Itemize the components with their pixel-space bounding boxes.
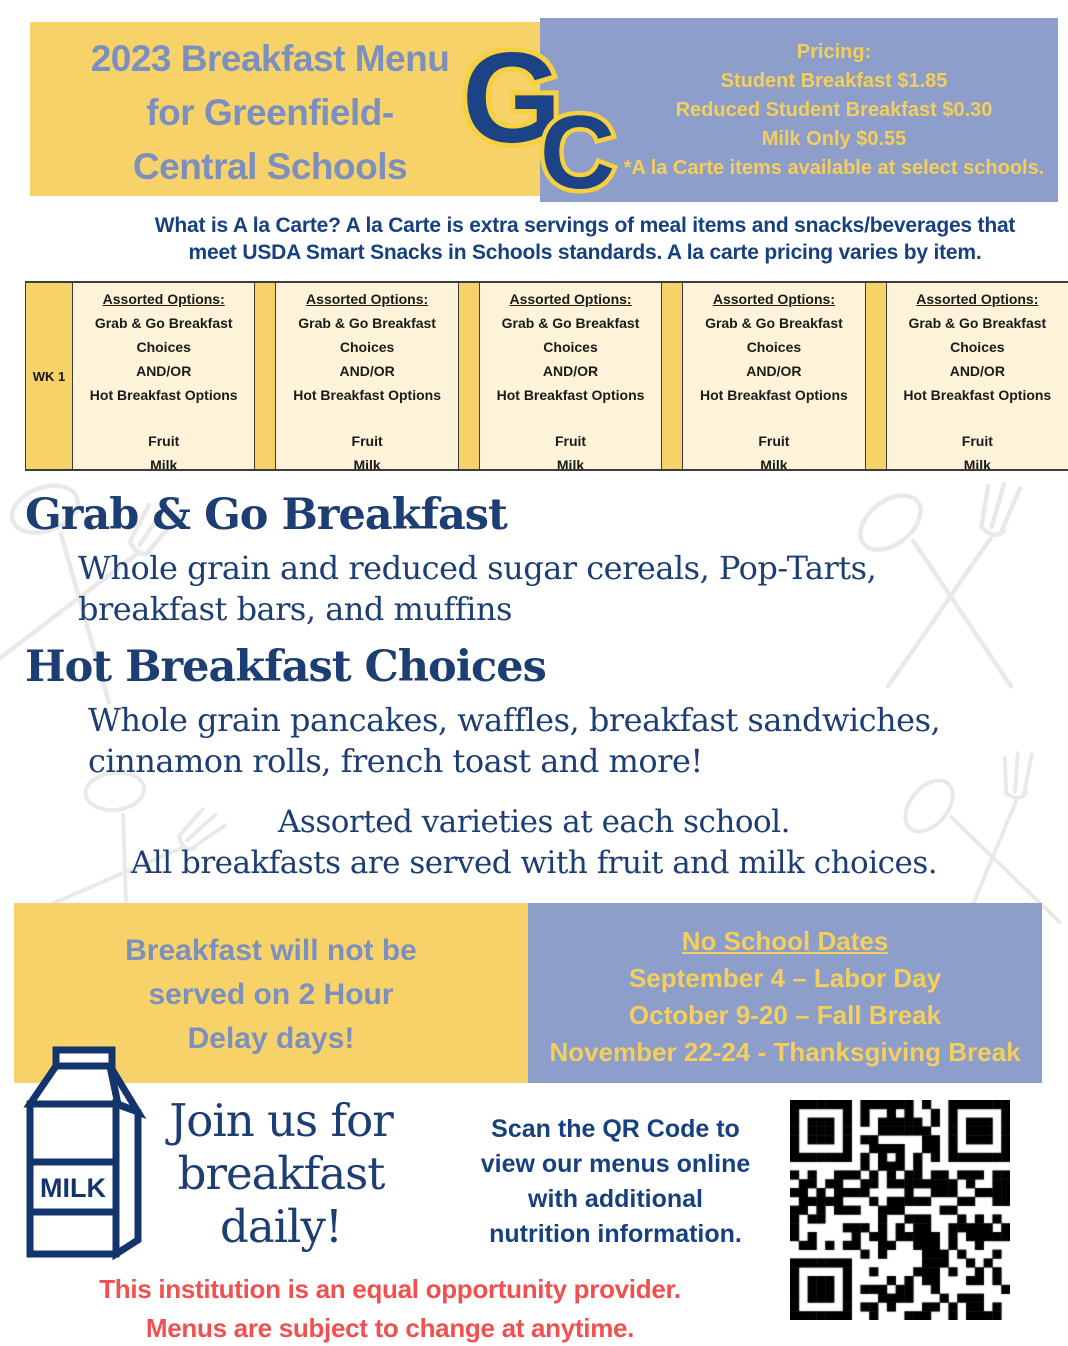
page-title bbox=[30, 32, 510, 194]
menu-cell-line: Choices bbox=[136, 339, 191, 355]
menu-cell-line: Grab & Go Breakfast bbox=[298, 315, 436, 331]
menu-cell-line: Choices bbox=[746, 339, 802, 355]
menu-day-cell bbox=[886, 283, 1068, 469]
menu-cell-line: Hot Breakfast Options bbox=[496, 387, 645, 403]
menu-cell-line: Fruit bbox=[351, 433, 383, 449]
menu-cell-heading: Assorted Options: bbox=[916, 291, 1039, 307]
menu-cell-line: Choices bbox=[543, 339, 598, 355]
menu-cell-heading: Assorted Options: bbox=[306, 291, 429, 307]
join-us-line: daily! bbox=[220, 1200, 342, 1253]
footer-disclaimer bbox=[30, 1270, 750, 1346]
menu-cell-line: Choices bbox=[950, 339, 1005, 355]
no-school-dates-panel bbox=[528, 903, 1042, 1083]
pricing-line: *A la Carte items available at select schools. bbox=[623, 156, 1045, 179]
delay-notice-line: Breakfast will not be bbox=[125, 934, 417, 967]
menu-cell-line: Milk bbox=[963, 457, 991, 469]
menu-cell-line: Grab & Go Breakfast bbox=[94, 315, 233, 331]
footer-disclaimer-line: This institution is an equal opportunity provider. bbox=[99, 1274, 681, 1304]
qr-instruction-line: with additional bbox=[528, 1185, 703, 1213]
menu-cell-line: Milk bbox=[556, 457, 585, 469]
menu-cell-line: Fruit bbox=[148, 433, 180, 449]
pricing-line: Reduced Student Breakfast $0.30 bbox=[675, 98, 993, 121]
assorted-note-line: Assorted varieties at each school. bbox=[278, 804, 790, 840]
section-body-hot: Whole grain pancakes, waffles, breakfast sandwiches, cinnamon rolls, french toast and more! bbox=[88, 701, 941, 780]
menu-cell-line: Milk bbox=[353, 457, 381, 469]
join-us-line: Join us for bbox=[169, 1094, 393, 1147]
join-us-line: breakfast bbox=[177, 1147, 385, 1200]
menu-cell-line: Hot Breakfast Options bbox=[89, 387, 238, 403]
qr-instruction-line: view our menus online bbox=[480, 1150, 751, 1178]
menu-cell-line: Grab & Go Breakfast bbox=[705, 315, 843, 331]
pricing-line: Student Breakfast $1.85 bbox=[720, 69, 948, 92]
section-title-grab-go: Grab & Go Breakfast bbox=[25, 490, 507, 540]
logo-letter-c: C bbox=[540, 95, 616, 198]
alacarte-note-line: meet USDA Smart Snacks in Schools standards. A la carte pricing varies by item. bbox=[188, 241, 982, 264]
pricing-line: Milk Only $0.55 bbox=[761, 127, 907, 150]
section-title-hot: Hot Breakfast Choices bbox=[25, 642, 546, 692]
alacarte-note bbox=[100, 212, 1068, 266]
qr-instruction-line: nutrition information. bbox=[489, 1220, 742, 1248]
alacarte-note-line: What is A la Carte? A la Carte is extra servings of meal items and snacks/beverages that bbox=[154, 214, 1016, 237]
section-body-grab-go: Whole grain and reduced sugar cereals, Pop-Tarts, breakfast bars, and muffins bbox=[78, 549, 877, 628]
menu-cell-heading: Assorted Options: bbox=[509, 291, 632, 307]
pricing-text bbox=[620, 18, 1048, 202]
menu-cell-line: Hot Breakfast Options bbox=[903, 387, 1052, 403]
qr-instruction-text bbox=[448, 1112, 783, 1252]
menu-cell-line: Milk bbox=[760, 457, 788, 469]
no-school-date: October 9-20 – Fall Break bbox=[628, 1000, 942, 1030]
menu-day-cell bbox=[682, 283, 865, 469]
no-school-dates-heading: No School Dates bbox=[681, 926, 889, 956]
menu-cell-line: Choices bbox=[339, 339, 395, 355]
delay-notice-line: Delay days! bbox=[187, 1022, 355, 1055]
delay-notice-line: served on 2 Hour bbox=[148, 978, 394, 1011]
menu-day-cell bbox=[275, 283, 458, 469]
menu-cell-line: Fruit bbox=[758, 433, 790, 449]
menu-day-cell bbox=[72, 283, 255, 469]
menu-cell-heading: Assorted Options: bbox=[712, 291, 835, 307]
logo-letter-g: G bbox=[462, 27, 562, 170]
menu-cell-line: Fruit bbox=[554, 433, 587, 449]
menu-cell-line: AND/OR bbox=[136, 363, 192, 379]
menu-cell-line: Milk bbox=[150, 457, 178, 469]
menu-cell-line: Grab & Go Breakfast bbox=[501, 315, 640, 331]
menu-cell-line: AND/OR bbox=[746, 363, 802, 379]
no-school-date: September 4 – Labor Day bbox=[628, 963, 942, 993]
menu-cell-line: Hot Breakfast Options bbox=[293, 387, 442, 403]
menu-day-cell bbox=[479, 283, 662, 469]
milk-carton-label: MILK bbox=[40, 1173, 106, 1203]
page-title-line: for Greenfield- bbox=[146, 92, 394, 133]
week-row-label: WK 1 bbox=[32, 368, 66, 384]
join-us-headline bbox=[148, 1094, 414, 1253]
menu-cell-line: AND/OR bbox=[949, 363, 1005, 379]
qr-code bbox=[790, 1100, 1010, 1320]
menu-cell-line: Hot Breakfast Options bbox=[700, 387, 848, 403]
week-menu-table bbox=[25, 281, 1068, 471]
page-title-line: Central Schools bbox=[132, 146, 408, 187]
footer-disclaimer-line: Menus are subject to change at anytime. bbox=[145, 1313, 635, 1343]
qr-instruction-line: Scan the QR Code to bbox=[491, 1115, 740, 1143]
page-title-line: 2023 Breakfast Menu bbox=[90, 38, 450, 79]
menu-cell-line: Fruit bbox=[961, 433, 993, 449]
milk-carton-icon bbox=[18, 1042, 151, 1266]
assorted-varieties-note bbox=[0, 802, 1068, 884]
assorted-note-line: All breakfasts are served with fruit and milk choices. bbox=[130, 845, 938, 881]
pricing-heading: Pricing: bbox=[796, 40, 872, 63]
menu-cell-line: Grab & Go Breakfast bbox=[908, 315, 1047, 331]
menu-cell-line: AND/OR bbox=[339, 363, 395, 379]
menu-cell-line: AND/OR bbox=[542, 363, 599, 379]
no-school-date: November 22-24 - Thanksgiving Break bbox=[549, 1037, 1021, 1067]
gc-school-logo bbox=[460, 26, 638, 198]
menu-cell-heading: Assorted Options: bbox=[102, 291, 225, 307]
